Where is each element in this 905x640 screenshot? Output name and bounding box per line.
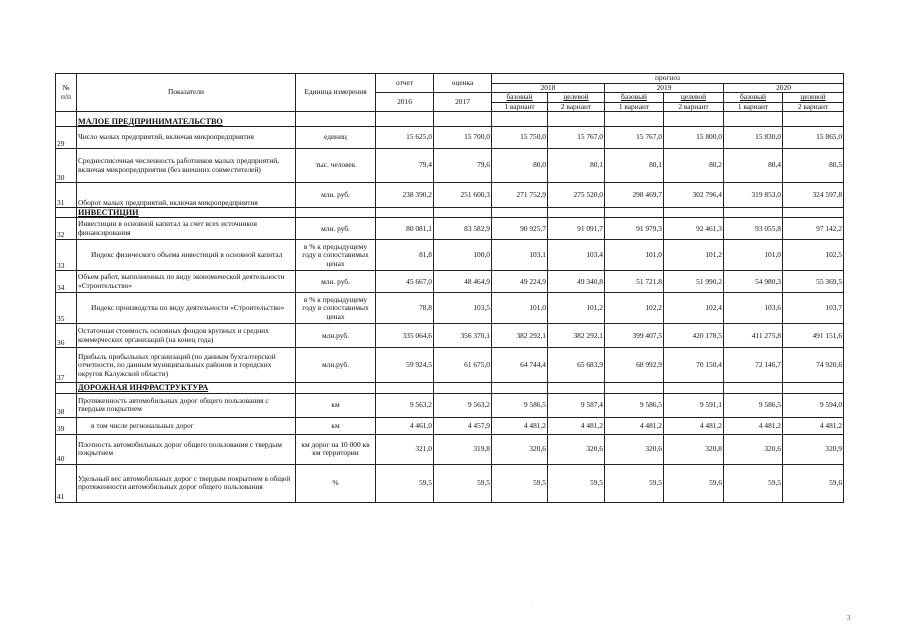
value-2020-base: 80,4 xyxy=(724,149,783,183)
value-2019-base: 320,6 xyxy=(605,434,664,464)
row-indicator: Плотность автомобильных дорог общего пользования с твердым покрытием xyxy=(77,434,296,464)
row-number: 32 xyxy=(56,218,77,240)
value-2018-target: 320,6 xyxy=(548,434,605,464)
value-2018-target: 80,1 xyxy=(548,149,605,183)
row-number: 41 xyxy=(56,464,77,502)
value-2020-base: 4 481,2 xyxy=(724,417,783,434)
header-variant-2-2020: 2 вариант xyxy=(783,102,844,112)
value-2020-base: 9 586,5 xyxy=(724,393,783,417)
value-2018-base: 101,0 xyxy=(492,293,548,324)
row-number: 40 xyxy=(56,434,77,464)
row-unit: в % к предыдущему году в сопоставимых ценах xyxy=(296,240,376,271)
value-2020-target: 9 594,0 xyxy=(783,393,844,417)
value-2016: 15 625,0 xyxy=(376,127,434,149)
value-2019-target: 302 796,4 xyxy=(664,183,724,208)
row-unit: млн.руб. xyxy=(296,348,376,383)
header-base-2020: базовый xyxy=(724,93,783,103)
value-2016: 78,8 xyxy=(376,293,434,324)
header-variant-1-2018: 1 вариант xyxy=(492,102,548,112)
row-number: 29 xyxy=(56,127,77,149)
value-2019-target: 70 150,4 xyxy=(664,348,724,383)
header-variant-1-2019: 1 вариант xyxy=(605,102,664,112)
header-target-2018: целевой xyxy=(548,93,605,103)
row-unit: млн. руб. xyxy=(296,271,376,293)
value-2020-target: 324 597,8 xyxy=(783,183,844,208)
row-number: 35 xyxy=(56,293,77,324)
row-number: 33 xyxy=(56,240,77,271)
value-2018-base: 64 744,4 xyxy=(492,348,548,383)
row-unit: единиц xyxy=(296,127,376,149)
header-base-2018: базовый xyxy=(492,93,548,103)
row-unit: в % к предыдущему году в сопоставимых ценах xyxy=(296,293,376,324)
value-2020-target: 103,7 xyxy=(783,293,844,324)
row-indicator: Оборот малых предприятий, включая микропредприятия xyxy=(77,183,296,208)
value-2020-target: 4 481,2 xyxy=(783,417,844,434)
row-unit: км xyxy=(296,393,376,417)
scan-speck: · xyxy=(530,600,532,606)
header-year-2019: 2019 xyxy=(605,83,724,93)
row-indicator: Объем работ, выполненных по виду экономической деятельности «Строительство» xyxy=(77,271,296,293)
header-variant-1-2020: 1 вариант xyxy=(724,102,783,112)
value-2020-target: 80,5 xyxy=(783,149,844,183)
value-2018-base: 9 586,5 xyxy=(492,393,548,417)
row-number: 34 xyxy=(56,271,77,293)
value-2019-base: 15 767,0 xyxy=(605,127,664,149)
header-variant-2-2019: 2 вариант xyxy=(664,102,724,112)
row-number: 39 xyxy=(56,417,77,434)
value-2019-target: 80,2 xyxy=(664,149,724,183)
value-2019-base: 9 586,5 xyxy=(605,393,664,417)
forecast-table xyxy=(55,73,844,503)
value-2020-base: 103,6 xyxy=(724,293,783,324)
table-row xyxy=(56,434,844,464)
value-2020-target: 55 369,5 xyxy=(783,271,844,293)
header-indicator: Показатели xyxy=(77,74,296,112)
value-2018-target: 275 520,0 xyxy=(548,183,605,208)
value-2018-base: 382 292,1 xyxy=(492,324,548,348)
table-row xyxy=(56,240,844,271)
row-indicator: Среднесписочная численность работников малых предприятий, включая микропредприятия (без внешних совместителей) xyxy=(77,149,296,183)
value-2016: 59 924,5 xyxy=(376,348,434,383)
value-2018-base: 103,1 xyxy=(492,240,548,271)
row-number: 30 xyxy=(56,149,77,183)
row-indicator: в том числе региональных дорог xyxy=(77,417,296,434)
value-2017: 59,5 xyxy=(434,464,492,502)
value-2018-target: 103,4 xyxy=(548,240,605,271)
value-2018-base: 90 925,7 xyxy=(492,218,548,240)
value-2016: 321,0 xyxy=(376,434,434,464)
value-2018-base: 15 750,0 xyxy=(492,127,548,149)
value-2020-target: 491 151,6 xyxy=(783,324,844,348)
row-indicator: Индекс физического объема инвестиций в основной капитал xyxy=(77,240,296,271)
header-forecast: прогноз xyxy=(492,74,844,84)
value-2019-base: 399 407,5 xyxy=(605,324,664,348)
value-2020-base: 72 146,7 xyxy=(724,348,783,383)
value-2017: 103,5 xyxy=(434,293,492,324)
header-variant-2-2018: 2 вариант xyxy=(548,102,605,112)
value-2018-target: 101,2 xyxy=(548,293,605,324)
value-2017: 100,0 xyxy=(434,240,492,271)
value-2017: 61 675,0 xyxy=(434,348,492,383)
table-row xyxy=(56,464,844,502)
value-2019-base: 91 979,3 xyxy=(605,218,664,240)
section-row xyxy=(56,208,844,218)
value-2017: 356 370,1 xyxy=(434,324,492,348)
value-2020-base: 320,6 xyxy=(724,434,783,464)
value-2018-target: 65 683,9 xyxy=(548,348,605,383)
table-row xyxy=(56,149,844,183)
value-2020-target: 102,5 xyxy=(783,240,844,271)
value-2016: 81,8 xyxy=(376,240,434,271)
value-2016: 79,4 xyxy=(376,149,434,183)
value-2020-base: 59,5 xyxy=(724,464,783,502)
value-2017: 251 600,3 xyxy=(434,183,492,208)
row-number: 31 xyxy=(56,183,77,208)
value-2018-target: 91 091,7 xyxy=(548,218,605,240)
row-indicator: Число малых предприятий, включая микропредприятия xyxy=(77,127,296,149)
header-report: отчет xyxy=(376,74,434,93)
value-2018-target: 59,5 xyxy=(548,464,605,502)
value-2020-target: 15 865,0 xyxy=(783,127,844,149)
value-2017: 83 582,9 xyxy=(434,218,492,240)
value-2019-base: 68 992,9 xyxy=(605,348,664,383)
row-unit: млн. руб. xyxy=(296,218,376,240)
value-2016: 9 563,2 xyxy=(376,393,434,417)
row-unit: млн. руб. xyxy=(296,183,376,208)
value-2018-base: 4 481,2 xyxy=(492,417,548,434)
header-year-2016: 2016 xyxy=(376,93,434,112)
value-2017: 9 563,2 xyxy=(434,393,492,417)
value-2019-base: 4 481,2 xyxy=(605,417,664,434)
value-2019-target: 102,4 xyxy=(664,293,724,324)
section-title-investments: ИНВЕСТИЦИИ xyxy=(77,208,296,218)
value-2020-base: 15 830,0 xyxy=(724,127,783,149)
value-2018-target: 49 340,8 xyxy=(548,271,605,293)
value-2019-target: 92 461,3 xyxy=(664,218,724,240)
value-2020-target: 59,6 xyxy=(783,464,844,502)
value-2016: 45 667,0 xyxy=(376,271,434,293)
value-2019-target: 101,2 xyxy=(664,240,724,271)
value-2018-target: 9 587,4 xyxy=(548,393,605,417)
header-no: № п/п xyxy=(56,74,77,112)
value-2018-base: 80,0 xyxy=(492,149,548,183)
header-year-2017: 2017 xyxy=(434,93,492,112)
row-indicator: Индекс производства по виду деятельности «Строительство» xyxy=(77,293,296,324)
value-2018-target: 15 767,0 xyxy=(548,127,605,149)
value-2020-base: 93 055,8 xyxy=(724,218,783,240)
value-2020-base: 319 853,0 xyxy=(724,183,783,208)
value-2019-target: 320,8 xyxy=(664,434,724,464)
row-number: 38 xyxy=(56,393,77,417)
value-2019-target: 4 481,2 xyxy=(664,417,724,434)
row-indicator: Удельный вес автомобильных дорог с твердым покрытием в общей протяженности автомобильных дорог общего пользования xyxy=(77,464,296,502)
header-estimate: оценка xyxy=(434,74,492,93)
value-2017: 319,8 xyxy=(434,434,492,464)
value-2019-target: 420 178,5 xyxy=(664,324,724,348)
section-row xyxy=(56,383,844,393)
table-row xyxy=(56,417,844,434)
value-2018-base: 320,6 xyxy=(492,434,548,464)
row-number: 37 xyxy=(56,348,77,383)
header-year-2018: 2018 xyxy=(492,83,605,93)
header-target-2019: целевой xyxy=(664,93,724,103)
row-unit: км дорог на 10 000 кв км территории xyxy=(296,434,376,464)
table-row xyxy=(56,218,844,240)
value-2020-target: 320,9 xyxy=(783,434,844,464)
row-indicator: Прибыль прибыльных организаций (по данным бухгалтерской отчетности, по данным муниципальных районов и городских округов Калужской области) xyxy=(77,348,296,383)
value-2019-base: 102,2 xyxy=(605,293,664,324)
value-2020-base: 54 980,3 xyxy=(724,271,783,293)
value-2019-target: 51 990,2 xyxy=(664,271,724,293)
table-row xyxy=(56,183,844,208)
value-2017: 4 457,9 xyxy=(434,417,492,434)
value-2019-target: 59,6 xyxy=(664,464,724,502)
section-title-small-business: МАЛОЕ ПРЕДПРИНИМАТЕЛЬСТВО xyxy=(77,112,296,127)
value-2016: 59,5 xyxy=(376,464,434,502)
table-row xyxy=(56,324,844,348)
header-target-2020: целевой xyxy=(783,93,844,103)
value-2016: 238 390,2 xyxy=(376,183,434,208)
page-number: 3 xyxy=(847,614,851,622)
value-2019-target: 9 591,1 xyxy=(664,393,724,417)
value-2019-target: 15 800,0 xyxy=(664,127,724,149)
row-unit: млн.руб. xyxy=(296,324,376,348)
value-2017: 15 700,0 xyxy=(434,127,492,149)
header-year-2020: 2020 xyxy=(724,83,844,93)
value-2020-target: 97 142,2 xyxy=(783,218,844,240)
value-2016: 335 064,6 xyxy=(376,324,434,348)
row-number: 36 xyxy=(56,324,77,348)
row-indicator: Остаточная стоимость основных фондов крупных и средних коммерческих организаций (на конец года) xyxy=(77,324,296,348)
value-2019-base: 59,5 xyxy=(605,464,664,502)
section-title-roads: ДОРОЖНАЯ ИНФРАСТРУКТУРА xyxy=(77,383,296,393)
value-2018-base: 49 224,9 xyxy=(492,271,548,293)
table-row xyxy=(56,127,844,149)
header-base-2019: базовый xyxy=(605,93,664,103)
value-2018-base: 271 752,9 xyxy=(492,183,548,208)
row-indicator: Инвестиции в основной капитал за счет всех источников финансирования xyxy=(77,218,296,240)
header-row-1 xyxy=(56,74,844,84)
table-row xyxy=(56,348,844,383)
value-2018-base: 59,5 xyxy=(492,464,548,502)
table-row xyxy=(56,271,844,293)
value-2020-base: 101,0 xyxy=(724,240,783,271)
table-row xyxy=(56,393,844,417)
header-unit: Единица измерения xyxy=(296,74,376,112)
row-indicator: Протяженность автомобильных дорог общего пользования с твердым покрытием xyxy=(77,393,296,417)
value-2016: 80 081,1 xyxy=(376,218,434,240)
value-2016: 4 461,0 xyxy=(376,417,434,434)
value-2020-target: 74 920,6 xyxy=(783,348,844,383)
row-unit: км xyxy=(296,417,376,434)
row-unit: тыс. человек xyxy=(296,149,376,183)
row-unit: % xyxy=(296,464,376,502)
value-2019-base: 101,0 xyxy=(605,240,664,271)
value-2017: 48 464,9 xyxy=(434,271,492,293)
value-2018-target: 4 481,2 xyxy=(548,417,605,434)
value-2019-base: 51 721,8 xyxy=(605,271,664,293)
value-2018-target: 382 292,1 xyxy=(548,324,605,348)
value-2017: 79,6 xyxy=(434,149,492,183)
value-2019-base: 298 469,7 xyxy=(605,183,664,208)
value-2020-base: 411 275,8 xyxy=(724,324,783,348)
section-row xyxy=(56,112,844,127)
table-row xyxy=(56,293,844,324)
value-2019-base: 80,1 xyxy=(605,149,664,183)
